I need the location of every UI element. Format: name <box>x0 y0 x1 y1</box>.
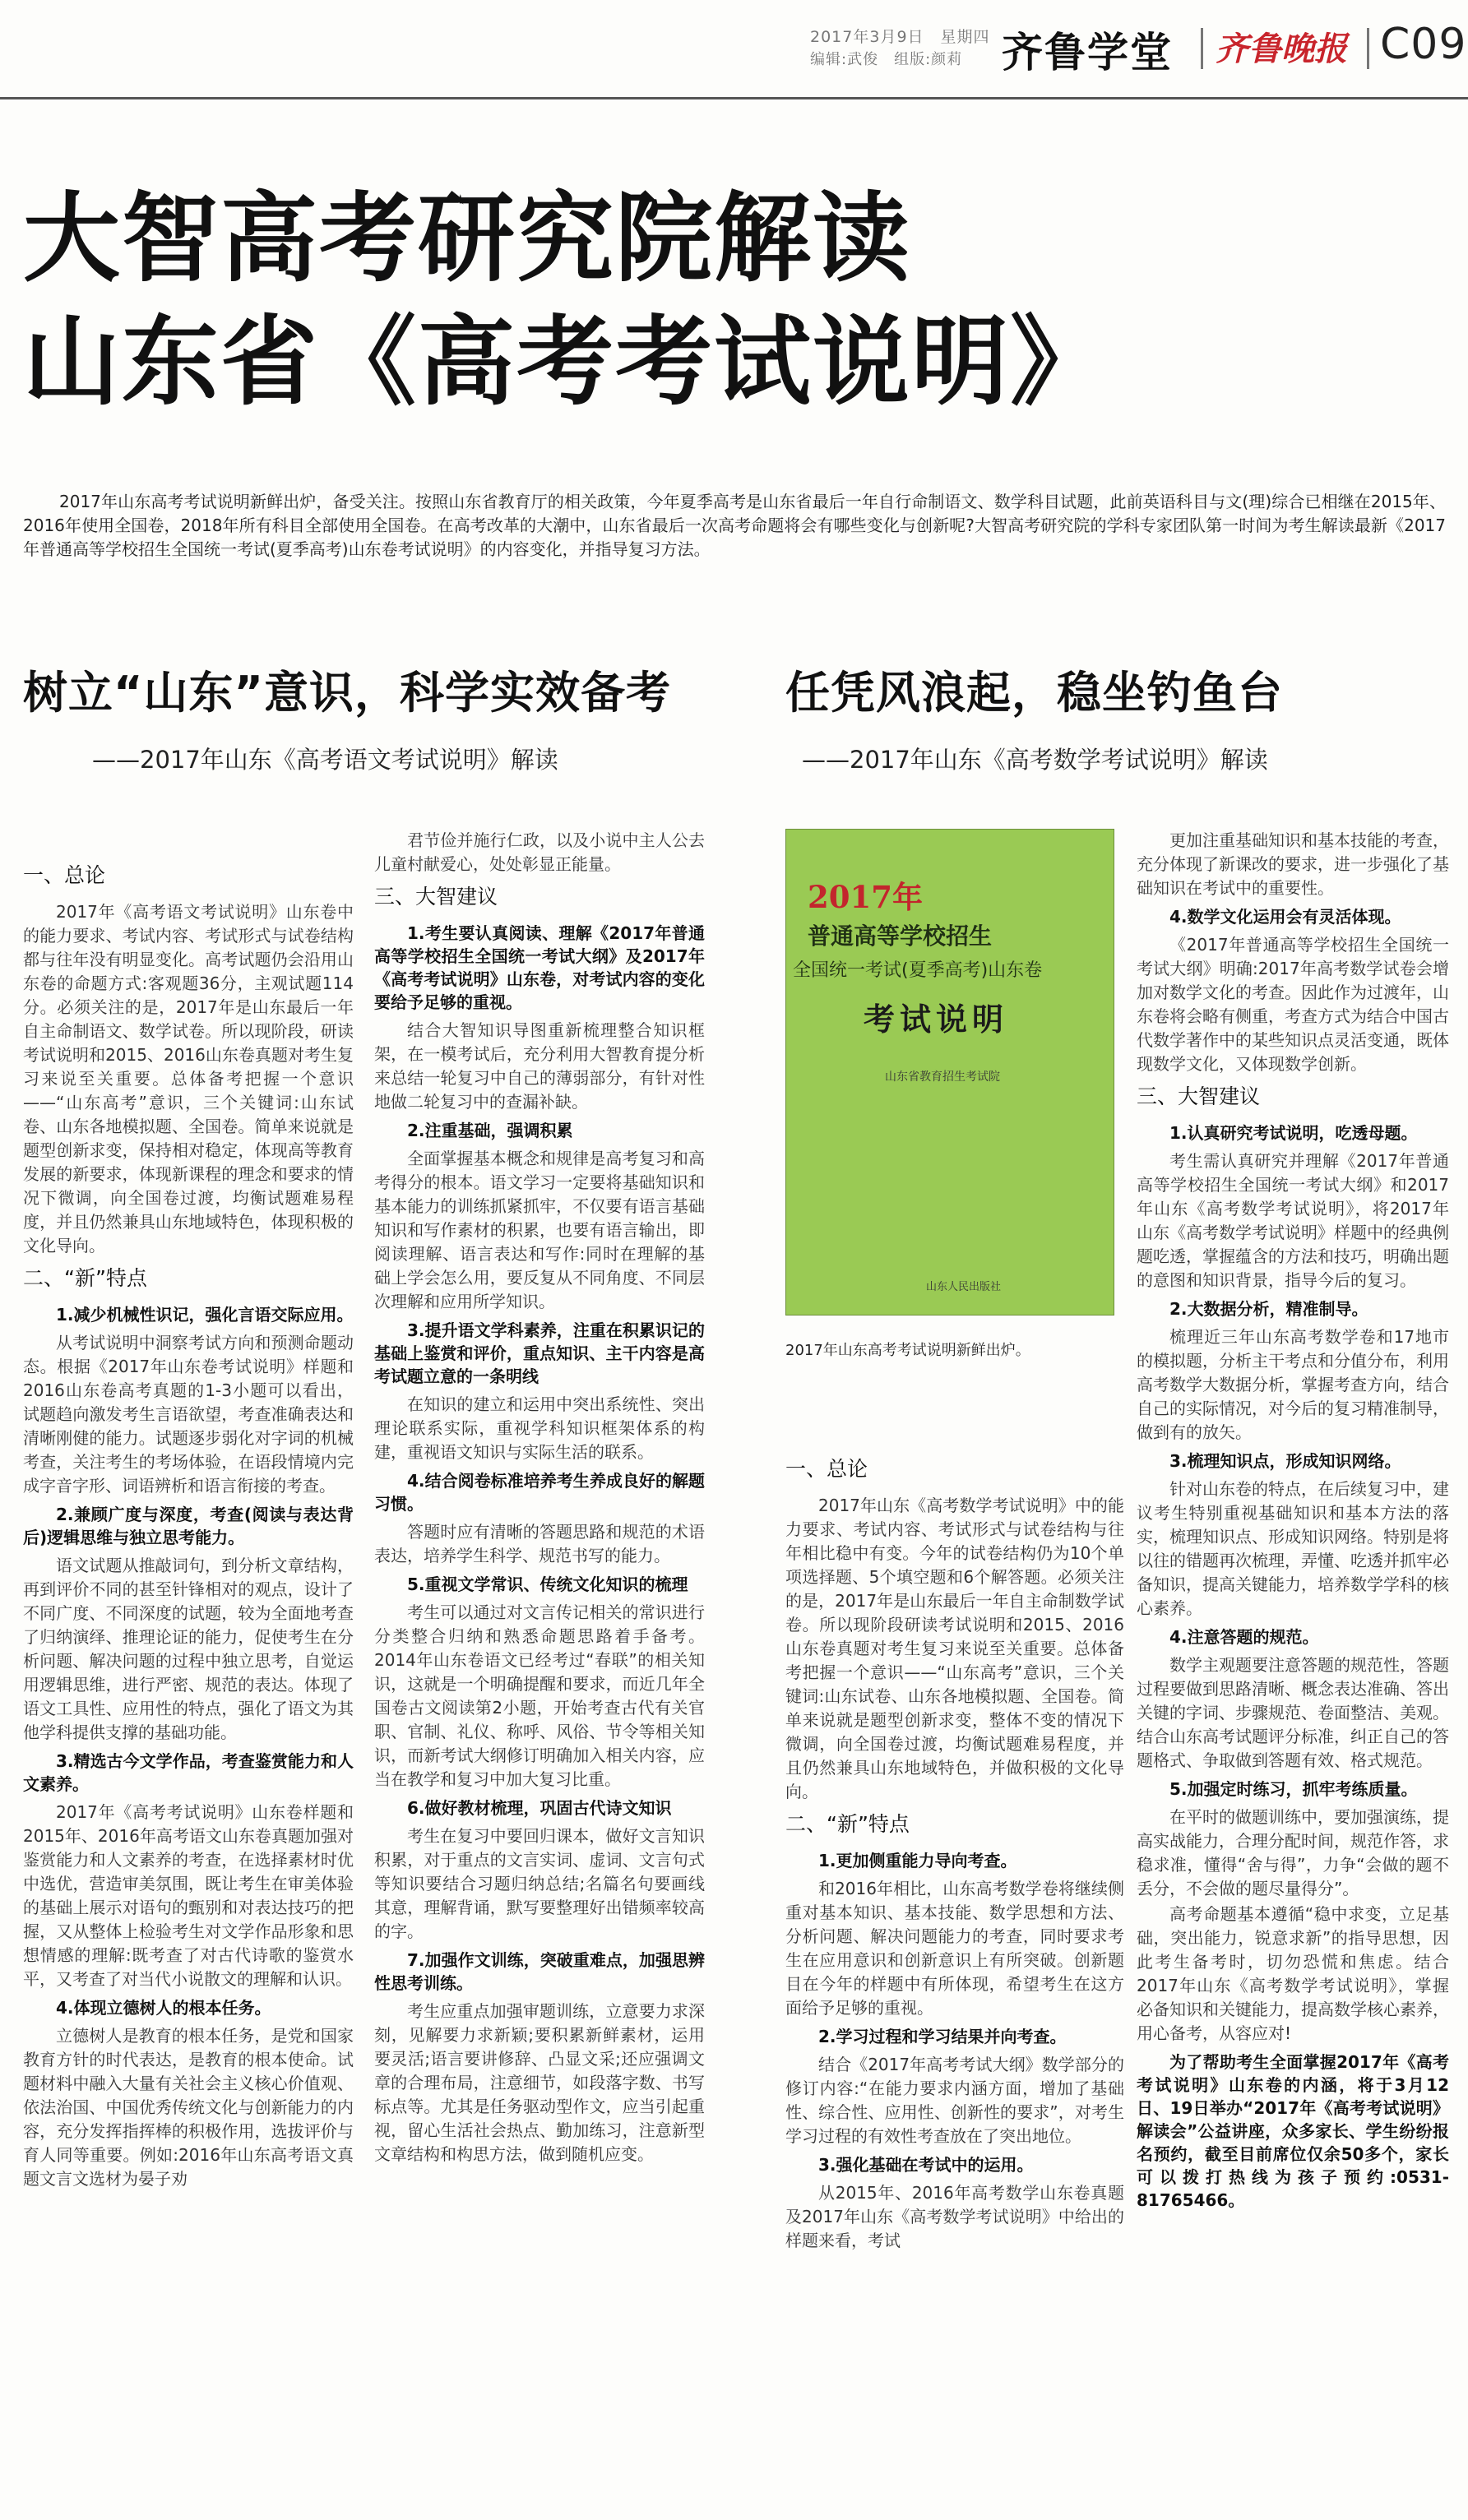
paragraph: 梳理近三年山东高考数学卷和17地市的模拟题，分析主干考点和分值分布，利用高考数学大数据分析，掌握考查方向，结合自己的实际情况，对今后的复习精准制导，做到有的放矢。 <box>1137 1327 1449 1442</box>
paragraph: 立德树人是教育的根本任务，是党和国家教育方针的时代表达，是教育的根本使命。试题材料中融入大量有关社会主义核心价值观、依法治国、中国优秀传统文化与创新能力的内容，充分发挥指挥棒的积极作用，选拔评价与育人同等重要。例如:2016年山东高考语文真题文言文选材为晏子劝 <box>23 2026 354 2189</box>
issue-date: 2017年3月9日 星期四 <box>810 28 990 46</box>
point-heading: 7.加强作文训练，突破重难点，加强思辨性思考训练。 <box>374 1950 705 1993</box>
paragraph: 2017年《高考语文考试说明》山东卷中的能力要求、考试内容、考试形式与试卷结构都与往年没有明显变化。高考试题仍会沿用山东卷的命题方式:客观题36分，主观试题114分。必须关注的是，2017年是山东最后一年自主命制语文、数学试卷。所以现阶段，研读考试说明和2015、2016山东卷真题对考生复习来说至关重要。总体备考把握一个意识——“山东高考”意识，三个关键词:山东试卷、山东各地模拟题、全国卷。简单来说就是题型创新求变，保持相对稳定，体现高等教育发展的新要求，体现新课程的理念和要求的情况下微调，向全国卷过渡，均衡试题难易程度，并且仍然兼具山东地域特色，体现积极的文化导向。 <box>23 902 354 1255</box>
paragraph: 结合《2017年高考考试大纲》数学部分的修订内容:“在能力要求内涵方面，增加了基础性、综合性、应用性、创新性的要求”，对考生学习过程的有效性考查放在了突出地位。 <box>785 2055 1124 2146</box>
event-notice: 为了帮助考生全面掌握2017年《高考考试说明》山东卷的内涵，将于3月12日、19日举办“2017年《高考考试说明》解读会”公益讲座，众多家长、学生纷纷报名预约，截至目前席位仅余50多个，家长可以拨打热线为孩子预约:0531-81765466。 <box>1137 2052 1449 2210</box>
cover-main-title: 考试说明 <box>864 1001 1009 1038</box>
point-heading: 2.大数据分析，精准制导。 <box>1169 1299 1368 1319</box>
paragraph: 结合大智知识导图重新梳理整合知识框架，在一模考试后，充分利用大智教育提分析来总结一轮复习中自己的薄弱部分，有针对性地做二轮复习中的查漏补缺。 <box>374 1020 705 1112</box>
point-heading: 4.注意答题的规范。 <box>1169 1627 1319 1647</box>
cover-issuer: 山东省教育招生考试院 <box>885 1070 1000 1084</box>
point-heading: 3.梳理知识点，形成知识网络。 <box>1169 1451 1401 1471</box>
masthead-divider <box>1201 28 1203 69</box>
paragraph: 从考试说明中洞察考试方向和预测命题动态。根据《2017年山东卷考试说明》样题和2016山东卷高考真题的1-3小题可以看出，试题趋向激发考生言语欲望，考查准确表达和清晰刚健的能力。试题逐步弱化对字词的机械考查，关注考生的考场体验，在语段情境内完成字音字形、词语辨析和语言衔接的考查。 <box>23 1333 354 1496</box>
newspaper-logo: 齐鲁晚报 <box>1216 30 1347 68</box>
point-heading: 1.认真研究考试说明，吃透母题。 <box>1169 1123 1418 1143</box>
point-heading: 3.精选古今文学作品，考查鉴赏能力和人文素养。 <box>23 1751 354 1794</box>
math-column-2 <box>1137 829 1449 2509</box>
masthead <box>0 0 1468 107</box>
masthead-rule <box>0 97 1468 99</box>
paragraph: 考生可以通过对文言传记相关的常识进行分类整合归纳和熟悉命题思路着手备考。2014年山东卷语文已经考过“春联”的相关知识，这就是一个明确提醒和要求，而近几年全国卷古文阅读第2小题，开始考查古代有关官职、官制、礼仪、称呼、风俗、节令等相关知识，而新考试大纲修订明确加入相关内容，应当在教学和复习中加大复习比重。 <box>374 1602 705 1789</box>
section-heading: 一、总论 <box>23 863 106 887</box>
paragraph: 《2017年普通高等学校招生全国统一考试大纲》明确:2017年高考数学试卷会增加对数学文化的考查。因此作为过渡年，山东卷将会略有侧重，考查方式为结合中国古代数学著作中的某些知识点灵活变通，既体现数学文化，又体现数学创新。 <box>1137 935 1449 1074</box>
point-heading: 5.加强定时练习，抓牢考练质量。 <box>1169 1779 1418 1799</box>
point-heading: 5.重视文学常识、传统文化知识的梳理 <box>407 1574 688 1594</box>
paragraph: 和2016年相比，山东高考数学卷将继续侧重对基本知识、基本技能、数学思想和方法、分析问题、解决问题能力的考查，同时要求考生在应用意识和创新意识上有所突破。创新题目在今年的样题中有所体现，希望考生在这方面给予足够的重视。 <box>785 1879 1124 2018</box>
cover-title-line: 全国统一考试(夏季高考)山东卷 <box>793 960 1043 981</box>
exam-guide-book-cover <box>785 829 1114 1315</box>
photo-caption: 2017年山东高考考试说明新鲜出炉。 <box>785 1342 1030 1359</box>
point-heading: 2.学习过程和学习结果并向考查。 <box>818 2027 1067 2046</box>
cover-publisher: 山东人民出版社 <box>926 1281 1002 1293</box>
chinese-article-title: 树立“山东”意识，科学实效备考 <box>23 667 671 719</box>
point-heading: 6.做好教材梳理，巩固古代诗文知识 <box>407 1798 672 1818</box>
chinese-article-subtitle: ——2017年山东《高考语文考试说明》解读 <box>92 746 558 774</box>
editor-credit: 编辑:武俊 组版:颜莉 <box>810 51 963 68</box>
paragraph: 考生需认真研究并理解《2017年普通高等学校招生全国统一考试大纲》和2017年山东《高考数学考试说明》，将2017年山东《高考数学考试说明》样题中的经典例题吃透，掌握蕴含的方法和技巧，明确出题的意图和知识背景，指导今后的复习。 <box>1137 1151 1449 1290</box>
point-heading: 1.减少机械性识记，强化言语交际应用。 <box>56 1305 354 1325</box>
math-article-title: 任凭风浪起，稳坐钓鱼台 <box>785 667 1283 719</box>
point-heading: 4.结合阅卷标准培养考生养成良好的解题习惯。 <box>374 1471 705 1514</box>
paragraph: 考生在复习中要回归课本，做好文言知识积累，对于重点的文言实词、虚词、文言句式等知识要结合习题归纳总结;名篇名句要画线其意，理解背诵，默写要整理好出错频率较高的字。 <box>374 1826 705 1941</box>
math-article-subtitle: ——2017年山东《高考数学考试说明》解读 <box>802 746 1268 774</box>
intro-paragraph: 2017年山东高考考试说明新鲜出炉，备受关注。按照山东省教育厅的相关政策，今年夏季高考是山东省最后一年自行命制语文、数学科目试题，此前英语科目与文(理)综合已相继在2015年、2016年使用全国卷，2018年所有科目全部使用全国卷。在高考改革的大潮中，山东省最后一次高考命题将会有哪些变化与创新呢?大智高考研究院的学科专家团队第一时间为考生解读最新《2017年普通高等学校招生全国统一考试(夏季高考)山东卷考试说明》的内容变化，并指导复习方法。 <box>23 492 1446 559</box>
section-heading: 一、总论 <box>785 1457 868 1481</box>
point-heading: 3.提升语文学科素养，注重在积累识记的基础上鉴赏和评价，重点知识、主干内容是高考试题立意的一条明线 <box>374 1320 705 1386</box>
paragraph: 全面掌握基本概念和规律是高考复习和高考得分的根本。语文学习一定要将基础知识和基本能力的训练抓紧抓牢，不仅要有语言基础知识和写作素材的积累，也要有语言输出，即阅读理解、语言表达和写作:同时在理解的基础上学会怎么用，要反复从不同角度、不同层次理解和应用所学知识。 <box>374 1149 705 1311</box>
cover-year: 2017年 <box>808 879 923 915</box>
paragraph: 答题时应有清晰的答题思路和规范的术语表达，培养学生科学、规范书写的能力。 <box>374 1522 705 1565</box>
headline-line-2: 山东省《高考考试说明》 <box>23 305 1109 418</box>
paragraph: 数学主观题要注意答题的规范性，答题过程要做到思路清晰、概念表达准确、答出关键的字词、步骤规范、卷面整洁、美观。结合山东高考试题评分标准，纠正自己的答题格式、争取做到答题有效、格式规范。 <box>1137 1655 1449 1770</box>
point-heading: 1.考生要认真阅读、理解《2017年普通高等学校招生全国统一考试大纲》及2017年《高考考试说明》山东卷，对考试内容的变化要给予足够的重视。 <box>374 923 705 1012</box>
paragraph: 考生应重点加强审题训练，立意要力求深刻，见解要力求新颖;要积累新鲜素材，运用要灵活;语言要讲修辞、凸显文采;还应强调文章的合理布局，注意细节，如段落字数、书写标点等。尤其是任务驱动型作文，应当引起重视，留心生活社会热点、勤加练习，注意新型文章结构和构思方法，做到随机应变。 <box>374 2001 705 2164</box>
paragraph: 针对山东卷的特点，在后续复习中，建议考生特别重视基础知识和基本方法的落实，梳理知识点、形成知识网络。特别是将以往的错题再次梳理，弄懂、吃透并抓牢必备知识，提高关键能力，培养数学学科的核心素养。 <box>1137 1479 1449 1618</box>
point-heading: 2.兼顾广度与深度，考查(阅读与表达背后)逻辑思维与独立思考能力。 <box>23 1505 354 1547</box>
paragraph: 在知识的建立和运用中突出系统性、突出理论联系实际，重视学科知识框架体系的构建，重视语文知识与实际生活的联系。 <box>374 1394 705 1462</box>
point-heading: 4.数学文化运用会有灵活体现。 <box>1169 907 1401 927</box>
paragraph: 语文试题从推敲词句，到分析文章结构，再到评价不同的甚至针锋相对的观点，设计了不同广度、不同深度的试题，较为全面地考查了归纳演绎、推理论证的能力，促使考生在分析问题、解决问题的过程中独立思考，自觉运用逻辑思维，进行严密、规范的表达。体现了语文工具性、应用性的特点，强化了语文为其他学科提供支撑的基础功能。 <box>23 1556 354 1742</box>
page-headline <box>23 177 1257 423</box>
headline-line-1: 大智高考研究院解读 <box>23 182 912 295</box>
paragraph: 君节俭并施行仁政，以及小说中主人公去儿童村献爱心，处处彰显正能量。 <box>374 830 705 874</box>
cover-title-line: 普通高等学校招生 <box>808 922 993 950</box>
paragraph: 更加注重基础知识和基本技能的考查，充分体现了新课改的要求，进一步强化了基础知识在考试中的重要性。 <box>1137 830 1449 898</box>
paragraph: 高考命题基本遵循“稳中求变，立足基础，突出能力，锐意求新”的指导思想，因此考生备考时，切勿恐慌和焦虑。结合2017年山东《高考数学考试说明》，掌握必备知识和关键能力，提高数学核心素养，用心备考，从容应对! <box>1137 1904 1449 2043</box>
section-heading: 二、“新”特点 <box>785 1812 910 1836</box>
page-number: C09 <box>1380 20 1467 69</box>
paragraph: 2017年山东《高考数学考试说明》中的能力要求、考试内容、考试形式与试卷结构与往年相比稳中有变。今年的试卷结构仍为10个单项选择题、5个填空题和6个解答题。必须关注的是，2017年是山东最后一年自主命制数学试卷。所以现阶段研读考试说明和2015、2016山东卷真题对考生复习来说至关重要。总体备考把握一个意识——“山东高考”意识，三个关键词:山东试卷、山东各地模拟题、全国卷。简单来说就是题型创新求变，整体不变的情况下微调，向全国卷过渡，均衡试题难易程度，并且仍然兼具山东地域特色，并做积极的文化导向。 <box>785 1496 1124 1801</box>
paragraph: 从2015年、2016年高考数学山东卷真题及2017年山东《高考数学考试说明》中给出的样题来看，考试 <box>785 2183 1124 2250</box>
section-heading: 二、“新”特点 <box>23 1266 147 1290</box>
chinese-column-1 <box>23 855 354 2499</box>
chinese-column-2 <box>374 829 705 2506</box>
section-name: 齐鲁学堂 <box>1002 29 1173 76</box>
point-heading: 4.体现立德树人的根本任务。 <box>56 1998 271 2018</box>
math-column-1 <box>785 1449 1124 2509</box>
section-heading: 三、大智建议 <box>374 885 498 909</box>
paragraph: 2017年《高考考试说明》山东卷样题和2015年、2016年高考语文山东卷真题加强对鉴赏能力和人文素养的考查，在选择素材时优中选优，营造审美氛围，既让考生在审美体验的基础上展示对语句的甄别和对表达技巧的把握，又从整体上检验考生对文学作品形象和思想情感的理解:既考查了对古代诗歌的鉴赏水平，又考查了对当代小说散文的理解和认识。 <box>23 1802 354 1989</box>
point-heading: 3.强化基础在考试中的运用。 <box>818 2155 1034 2175</box>
masthead-divider <box>1367 28 1369 69</box>
paragraph: 在平时的做题训练中，要加强演练，提高实战能力，合理分配时间，规范作答，求稳求准，懂得“舍与得”，力争“会做的题不丢分，不会做的题尽量得分”。 <box>1137 1807 1449 1898</box>
point-heading: 2.注重基础，强调积累 <box>407 1121 573 1140</box>
point-heading: 1.更加侧重能力导向考查。 <box>818 1851 1017 1870</box>
section-heading: 三、大智建议 <box>1137 1084 1261 1108</box>
